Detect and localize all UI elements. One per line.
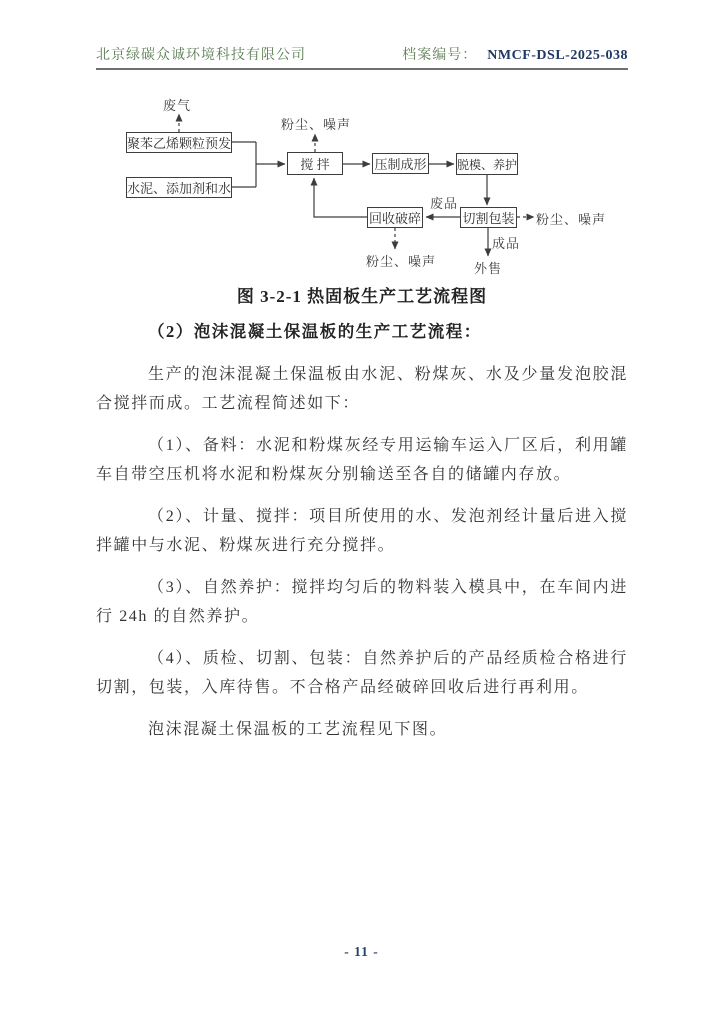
flow-label-dust-noise-cutting: 粉尘、噪声 [536,212,607,227]
paragraph: （2）、计量、搅拌：项目所使用的水、发泡剂经计量后进入搅拌罐中与水泥、粉煤灰进行充分搅拌。 [96,508,628,554]
page-header [96,44,628,70]
flow-node-demould-curing: 脱模、养护 [456,153,518,175]
flow-label-scrap: 废品 [430,196,459,211]
flow-node-recycle-crushing: 回收破碎 [367,207,423,228]
section-heading: （2）泡沫混凝土保温板的生产工艺流程： [148,322,482,341]
body-text [96,282,628,757]
flow-label-finished-product: 成品 [492,236,521,251]
page-number: - 11 - [344,944,379,959]
flow-node-press-forming: 压制成形 [372,153,429,174]
company-name: 北京绿碳众诚环境科技有限公司 [96,48,306,63]
flow-node-cut-packaging: 切割包装 [460,207,517,228]
flow-label-dust-noise-recycle: 粉尘、噪声 [366,254,437,269]
figure-caption: 图 3-2-1 热固板生产工艺流程图 [236,287,488,306]
paragraph: （4）、质检、切割、包装：自然养护后的产品经质检合格进行切割，包装，入库待售。不合格产品经破碎回收后进行再利用。 [96,650,628,696]
flow-node-raw-materials: 水泥、添加剂和水 [126,177,232,198]
paragraph: （3）、自然养护：搅拌均匀后的物料装入模具中，在车间内进行 24h 的自然养护。 [96,579,628,625]
flow-label-sold-out: 外售 [474,261,503,276]
flow-node-mixing: 搅 拌 [287,152,343,175]
archive-label: 档案编号： [402,48,478,63]
process-flowchart [96,88,628,288]
paragraph: 生产的泡沫混凝土保温板由水泥、粉煤灰、水及少量发泡胶混合搅拌而成。工艺流程简述如下： [96,366,628,412]
archive-number: NMCF-DSL-2025-038 [487,48,628,63]
paragraph: （1）、备料：水泥和粉煤灰经专用运输车运入厂区后，利用罐车自带空压机将水泥和粉煤灰分别输送至各自的储罐内存放。 [96,437,628,483]
flow-label-dust-noise-mixing: 粉尘、噪声 [281,117,352,132]
flow-label-waste-gas: 废气 [163,98,192,113]
paragraph: 泡沫混凝土保温板的工艺流程见下图。 [148,721,448,738]
archive-number-field [402,44,628,64]
flow-node-pre-expansion: 聚苯乙烯颗粒预发 [126,132,232,153]
